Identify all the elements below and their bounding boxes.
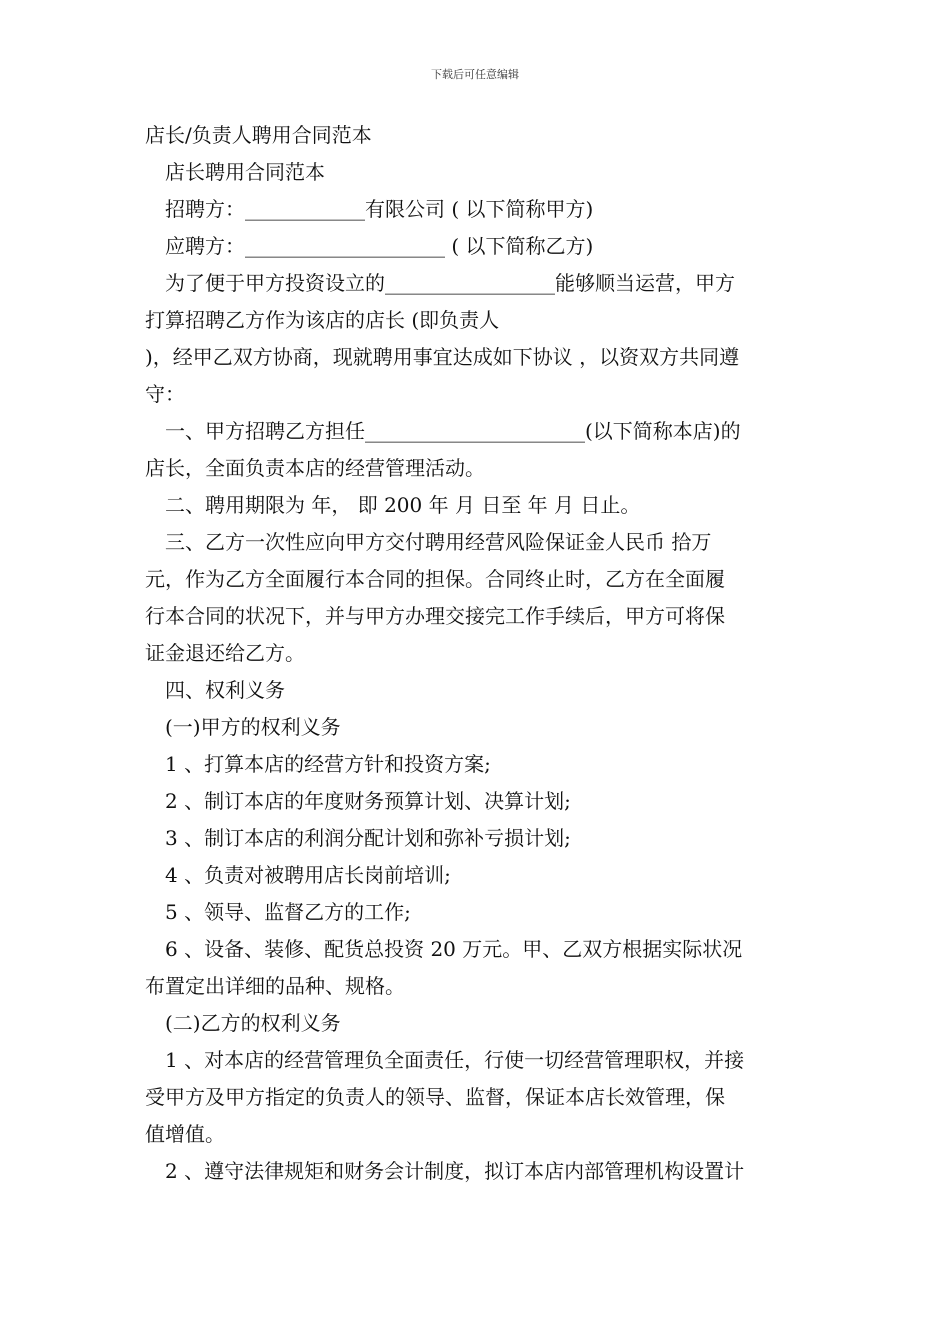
- text-line: 值增值。: [145, 1122, 225, 1146]
- text-line: )，经甲乙双方协商，现就聘用事宜达成如下协议 ，以资双方共同遵: [145, 345, 740, 369]
- document-subtitle: 店长聘用合同范本: [165, 160, 325, 184]
- list-item: 6 、设备、装修、配货总投资 20 万元。甲、乙双方根据实际状况: [165, 937, 743, 961]
- contract-body: [145, 117, 810, 1190]
- page-header-note: 下载后可任意编辑: [431, 68, 519, 81]
- employee-line: 应聘方：____________________ ( 以下简称乙方): [165, 234, 594, 258]
- clause-four-heading: 四、权利义务: [165, 678, 285, 702]
- party-b-heading: (二)乙方的权利义务: [165, 1011, 341, 1035]
- text-line: 打算招聘乙方作为该店的店长 (即负责人: [145, 308, 500, 332]
- clause-two: 二、聘用期限为 年， 即 200 年 月 日至 年 月 日止。: [165, 493, 641, 517]
- text-line: 受甲方及甲方指定的负责人的领导、监督，保证本店长效管理，保: [145, 1085, 725, 1109]
- party-a-heading: (一)甲方的权利义务: [165, 715, 341, 739]
- list-item: 2 、遵守法律规矩和财务会计制度，拟订本店内部管理机构设置计: [165, 1159, 745, 1183]
- text-line: 行本合同的状况下，并与甲方办理交接完工作手续后，甲方可将保: [145, 604, 725, 628]
- text-line: 证金退还给乙方。: [145, 641, 305, 665]
- text-line: 元，作为乙方全面履行本合同的担保。合同终止时，乙方在全面履: [145, 567, 725, 591]
- text-line: 为了便于甲方投资设立的_________________能够顺当运营，甲方: [165, 271, 735, 295]
- clause-one: 一、甲方招聘乙方担任______________________(以下简称本店)的: [165, 419, 741, 443]
- text-line: 店长，全面负责本店的经营管理活动。: [145, 456, 485, 480]
- text-line: 布置定出详细的品种、规格。: [145, 974, 405, 998]
- list-item: 5 、领导、监督乙方的工作;: [165, 900, 411, 924]
- list-item: 4 、负责对被聘用店长岗前培训;: [165, 863, 451, 887]
- list-item: 3 、制订本店的利润分配计划和弥补亏损计划;: [165, 826, 571, 850]
- text-line: 守：: [145, 382, 185, 406]
- list-item: 1 、打算本店的经营方针和投资方案;: [165, 752, 491, 776]
- document-title: 店长/负责人聘用合同范本: [145, 123, 372, 147]
- list-item: 1 、对本店的经营管理负全面责任，行使一切经营管理职权，并接: [165, 1048, 745, 1072]
- clause-three: 三、乙方一次性应向甲方交付聘用经营风险保证金人民币 拾万: [165, 530, 712, 554]
- list-item: 2 、制订本店的年度财务预算计划、决算计划;: [165, 789, 571, 813]
- employer-line: 招聘方：____________有限公司 ( 以下简称甲方): [165, 197, 594, 221]
